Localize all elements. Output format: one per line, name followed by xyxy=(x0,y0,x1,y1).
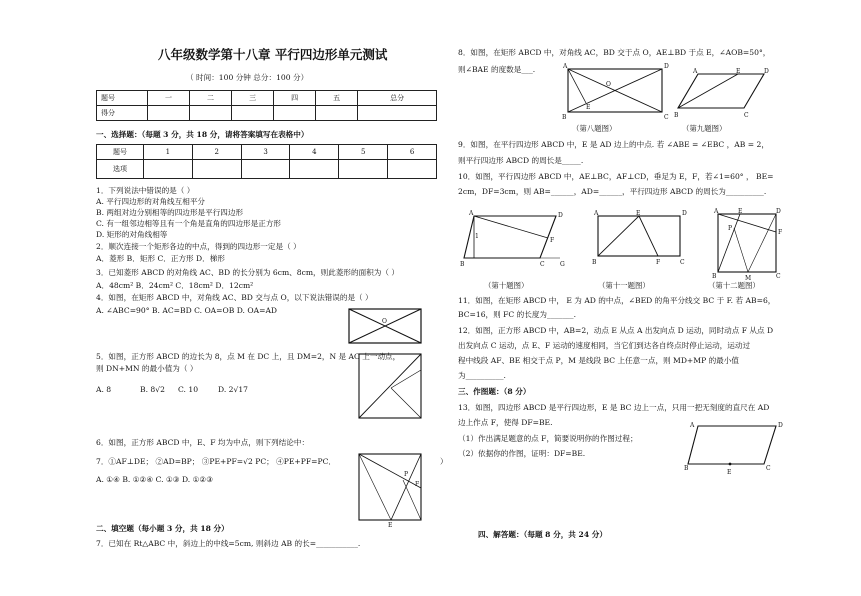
score-cell: 三 xyxy=(232,91,274,106)
q5-option-b: B. 8√2 xyxy=(140,385,165,394)
svg-text:C: C xyxy=(744,112,749,119)
question-3: 3．已知菱形 ABCD 的对角线 AC、BD 的长分别为 6cm、8cm，则此菱形的面积为（ ） xyxy=(96,268,399,277)
svg-text:E: E xyxy=(636,210,641,217)
svg-text:E: E xyxy=(388,522,393,529)
svg-text:B: B xyxy=(712,273,717,280)
svg-text:E: E xyxy=(738,208,743,215)
svg-text:A: A xyxy=(469,210,474,217)
figure-10-caption: （第十题图） xyxy=(484,281,529,290)
question-12-line2: 出发向点 C 运动，点 E、F 运动的速度相同，当它们到达各自终点时停止运动，运动过 xyxy=(458,341,751,350)
answer-input-cell[interactable] xyxy=(388,160,437,179)
answer-input-cell[interactable] xyxy=(192,160,241,179)
score-cell: 总分 xyxy=(358,91,437,106)
score-cell: 一 xyxy=(148,91,190,106)
svg-text:C: C xyxy=(766,465,771,472)
question-7: 7．已知在 Rt△ABC 中，斜边上的中线=5cm, 则斜边 AB 的长=___________. xyxy=(96,539,361,548)
score-cell: 得分 xyxy=(97,106,148,121)
svg-text:G: G xyxy=(560,261,565,268)
svg-text:D: D xyxy=(682,210,687,217)
svg-text:C: C xyxy=(540,261,545,268)
svg-text:E: E xyxy=(586,104,591,111)
score-cell: 题号 xyxy=(97,91,148,106)
answer-cell: 题号 xyxy=(97,145,144,160)
question-12-line3: 程中线段 AF、BE 相交于点 P，M 是线段 BC 上任意一点，则 MD+MP 的最小值 xyxy=(458,356,739,365)
svg-text:A: A xyxy=(563,63,568,70)
svg-text:F: F xyxy=(656,259,661,266)
svg-text:B: B xyxy=(674,112,679,119)
svg-text:A: A xyxy=(690,422,695,429)
answer-cell: 1 xyxy=(144,145,193,160)
q2-options: A．菱形 B．矩形 C．正方形 D．梯形 xyxy=(96,254,225,263)
question-11-line2: BC=16，则 FC 的长度为_______. xyxy=(458,310,577,319)
answer-cell: 3 xyxy=(241,145,290,160)
figure-9 xyxy=(672,70,772,120)
q4-options: A. ∠ABC=90° B. AC=BD C. OA=OB D. OA=AD xyxy=(96,306,278,315)
section1-heading: 一、选择题：（每题 3 分，共 18 分，请将答案填写在表格中） xyxy=(96,130,309,139)
page-title: 八年级数学第十八章 平行四边形单元测试 xyxy=(158,47,388,62)
svg-text:E: E xyxy=(727,469,732,476)
q3-options: A．48cm² B．24cm² C．18cm² D．12cm² xyxy=(96,281,254,290)
svg-text:A: A xyxy=(693,68,698,75)
q1-option-b: B. 两组对边分别相等的四边形是平行四边形 xyxy=(96,208,244,217)
question-12-line1: 12．如图，正方形 ABCD 中，AB=2，动点 E 从点 A 出发向点 D 运动，同时动点 F 从点 D xyxy=(458,326,774,335)
q5-option-a: A. 8 xyxy=(96,385,112,394)
question-9-line2: 则平行四边形 ABCD 的周长是_____. xyxy=(458,156,584,165)
q5-option-d: D. 2√17 xyxy=(218,385,248,394)
score-cell: 四 xyxy=(274,91,316,106)
answer-cell: 5 xyxy=(339,145,388,160)
svg-text:F: F xyxy=(550,237,555,244)
answer-cell: 4 xyxy=(290,145,339,160)
svg-text:C: C xyxy=(776,273,781,280)
answer-table xyxy=(96,144,437,179)
svg-text:P: P xyxy=(728,225,733,232)
svg-text:D: D xyxy=(664,63,669,70)
question-10-line2: 2cm，DF=3cm，则 AB=______，AD=______，平行四边形 ABCD 的周长为__________. xyxy=(458,187,767,196)
svg-text:O: O xyxy=(606,81,611,88)
figure-11 xyxy=(592,210,688,264)
section4-heading: 四、解答题：（每题 8 分，共 24 分） xyxy=(478,530,607,539)
figure-8-caption: （第八题图） xyxy=(572,124,617,133)
answer-input-cell[interactable] xyxy=(241,160,290,179)
svg-text:D: D xyxy=(776,208,781,215)
q5-square-figure xyxy=(355,350,425,422)
svg-text:A: A xyxy=(714,208,719,215)
question-9-line1: 9．如图，在平行四边形 ABCD 中，E 是 AD 边上的中点. 若 ∠ABE = ∠EBC ，AB = 2， xyxy=(458,140,769,149)
question-8-line1: 8．如图，在矩形 ABCD 中，对角线 AC，BD 交于点 O，AE⊥BD 于点 E，∠AOB=50°， xyxy=(458,48,771,57)
section3-heading: 三、作图题：（8 分） xyxy=(458,387,531,396)
answer-cell: 6 xyxy=(388,145,437,160)
svg-text:F: F xyxy=(415,481,420,488)
svg-text:M: M xyxy=(745,275,752,282)
q1-option-a: A. 平行四边形的对角线互相平分 xyxy=(96,197,206,206)
question-12-line4: 为__________. xyxy=(458,371,506,380)
svg-text:E: E xyxy=(736,68,741,75)
question-5-line1: 5．如图，正方形 ABCD 的边长为 8，点 M 在 DC 上，且 DM=2，N 是 AC 上一动点， xyxy=(96,352,401,361)
section2-heading: 二、填空题（每小题 3 分，共 18 分） xyxy=(96,524,229,533)
svg-text:C: C xyxy=(664,114,669,121)
svg-text:1: 1 xyxy=(475,233,479,240)
figure-12 xyxy=(712,208,784,282)
question-10-line1: 10．如图，平行四边形 ABCD 中，AE⊥BC，AF⊥CD，垂足为 E，F，若∠1=60° ， BE= xyxy=(458,172,774,181)
score-input-cell[interactable] xyxy=(148,106,190,121)
figure-13 xyxy=(684,418,792,478)
score-cell: 五 xyxy=(316,91,358,106)
question-13-line2: 边上作点 F，使得 DF=BE. xyxy=(458,418,553,427)
answer-input-cell[interactable] xyxy=(144,160,193,179)
question-11-line1: 11．如图，在矩形 ABCD 中， E 为 AD 的中点，∠BED 的角平分线交 BC 于 F. 若 AB=6， xyxy=(458,296,776,305)
question-4: 4．如图，在矩形 ABCD 中，对角线 AC、BD 交与点 O，以下说法错误的是（ ） xyxy=(96,293,373,302)
score-cell: 二 xyxy=(190,91,232,106)
svg-text:C: C xyxy=(680,259,685,266)
answer-input-cell[interactable] xyxy=(339,160,388,179)
q6-paren: ） xyxy=(440,457,448,466)
question-1: 1．下列说法中错误的是（ ） xyxy=(96,186,195,195)
score-input-cell[interactable] xyxy=(232,106,274,121)
figure-12-caption: （第十二题图） xyxy=(708,281,760,290)
svg-text:B: B xyxy=(592,259,597,266)
question-13-part2: （2）依据你的作图，证明：DF=BE. xyxy=(458,449,586,458)
score-table xyxy=(96,90,437,121)
figure-9-caption: （第九题图） xyxy=(682,124,727,133)
score-input-cell[interactable] xyxy=(274,106,316,121)
question-6: 6．如图，正方形 ABCD 中，E、F 均为中点，则下列结论中： xyxy=(96,438,310,447)
q4-rectangle-figure xyxy=(345,304,425,348)
svg-text:D: D xyxy=(778,422,783,429)
answer-input-cell[interactable] xyxy=(290,160,339,179)
figure-8 xyxy=(560,63,672,119)
figure-11-caption: （第十一题图） xyxy=(598,281,650,290)
q6-options: A. ①④ B. ①②④ C. ①③ D. ①②③ xyxy=(96,475,214,484)
question-6-statements: 7．①AF⊥DE； ②AD=BP； ③PE+PF=√2 PC； ④PE+PF=PC． xyxy=(96,457,337,466)
svg-text:D: D xyxy=(764,68,769,75)
answer-cell: 2 xyxy=(192,145,241,160)
q5-option-c: C. 10 xyxy=(178,385,199,394)
question-5-line2: 则 DN+MN 的最小值为（ ） xyxy=(96,364,198,373)
question-8-line2: 则∠BAE 的度数是___. xyxy=(458,65,536,74)
q6-square-figure xyxy=(355,448,425,529)
svg-text:B: B xyxy=(460,261,465,268)
q1-option-c: C. 有一组邻边相等且有一个角是直角的四边形是正方形 xyxy=(96,219,282,228)
svg-text:A: A xyxy=(594,210,599,217)
svg-text:P: P xyxy=(404,471,409,478)
score-input-cell[interactable] xyxy=(190,106,232,121)
score-input-cell[interactable] xyxy=(358,106,437,121)
score-input-cell[interactable] xyxy=(316,106,358,121)
question-13-line1: 13．如图，四边形 ABCD 是平行四边形，E 是 BC 边上一点，只用一把无刻度的直尺在 AD xyxy=(458,403,770,412)
svg-text:F: F xyxy=(778,229,783,236)
svg-text:D: D xyxy=(558,212,563,219)
question-2: 2．顺次连接一个矩形各边的中点，得到的四边形一定是（ ） xyxy=(96,242,301,251)
exam-time-info: （ 时间：100 分钟 总分：100 分） xyxy=(186,73,309,82)
svg-text:B: B xyxy=(684,465,689,472)
svg-text:B: B xyxy=(562,114,567,121)
q1-option-d: D. 矩形的对角线相等 xyxy=(96,230,168,239)
figure-10 xyxy=(460,210,565,268)
svg-text:O: O xyxy=(382,318,387,325)
answer-cell: 选项 xyxy=(97,160,144,179)
question-13-part1: （1）作出满足题意的点 F，简要说明你的作图过程； xyxy=(458,434,638,443)
